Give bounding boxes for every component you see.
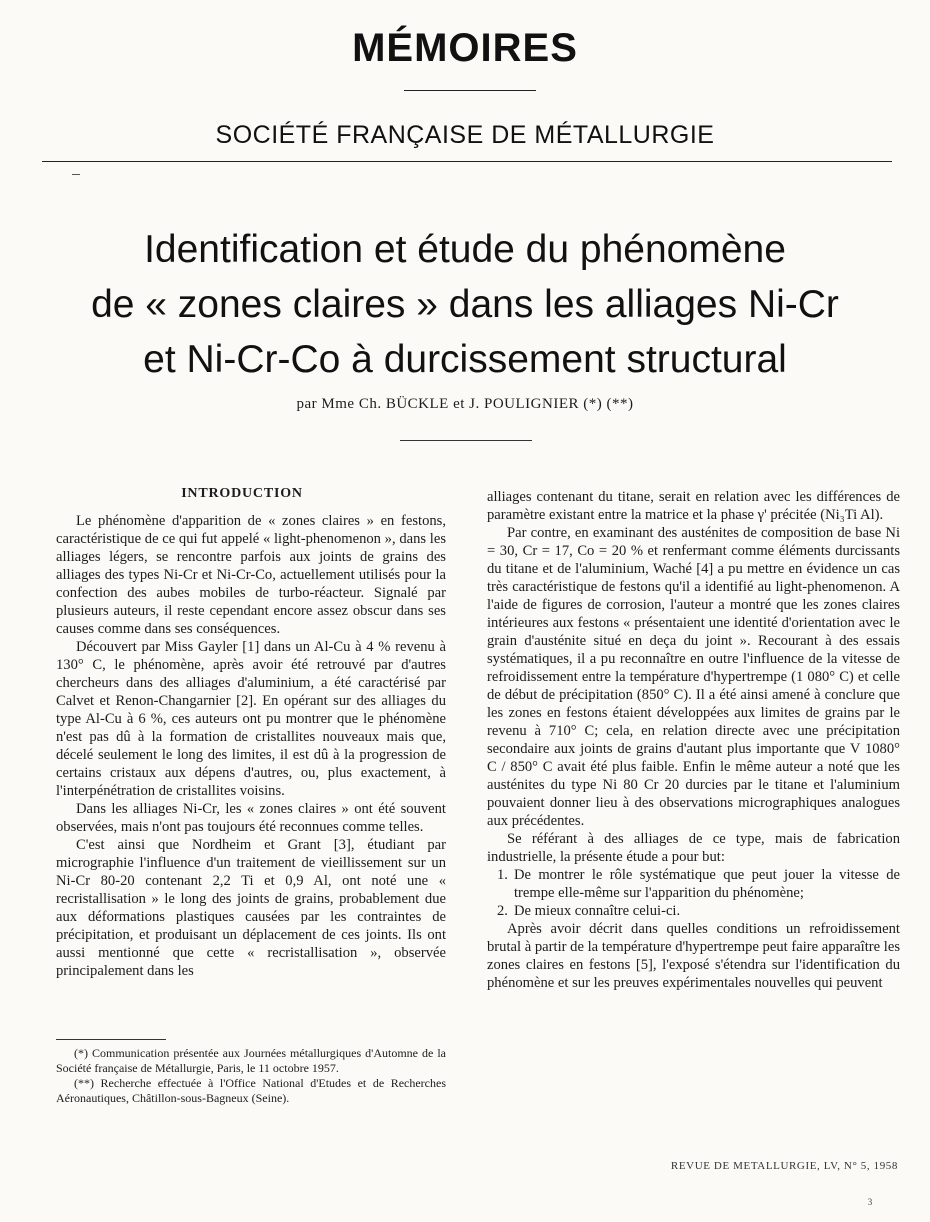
- paragraph: Découvert par Miss Gayler [1] dans un Al-Cu à 4 % revenu à 130° C, le phénomène, après avoir été retrouvé par d'autres chercheurs dans des alliages d'aluminium, a été caractérisé par Calvet et Renon-Changarnier [2]. En opérant sur des alliages du type Al-Cu à 6 %, ces auteurs ont pu montrer que le phénomène n'est pas dû à la formation de cristallites nouveaux mais que, décelé seulement le long des limites, il est dû à la progression de certains cristaux aux dépens d'autres, ou, plus exactement, à l'interpénétration de cristallites voisins.: [56, 639, 446, 799]
- article-title: [20, 222, 910, 387]
- paragraph: Se référant à des alliages de ce type, mais de fabrication industrielle, la présente étude a pour but:: [487, 831, 900, 865]
- paragraph: Après avoir décrit dans quelles conditions un refroidissement brutal à partir de la température d'hypertrempe peut faire apparaître les zones claires en festons [5], l'exposé s'étendra sur l'identification du phénomène et sur les preuves expérimentales nouvelles qui peuvent: [487, 921, 900, 991]
- footnote-divider: [56, 1039, 166, 1040]
- list-text: De mieux connaître celui-ci.: [514, 903, 681, 919]
- footnote: (**) Recherche effectuée à l'Office National d'Etudes et de Recherches Aéronautiques, Châtillon-sous-Bagneux (Seine).: [56, 1076, 446, 1105]
- title-line: Identification et étude du phénomène: [144, 228, 786, 271]
- divider: [404, 90, 536, 91]
- masthead: MÉMOIRES: [352, 26, 578, 70]
- list-text: De montrer le rôle systématique que peut jouer la vitesse de trempe elle-même sur l'apparition du phénomène;: [514, 867, 900, 901]
- list-number: 2.: [497, 903, 508, 919]
- list-item: [487, 866, 900, 902]
- divider: [72, 174, 80, 175]
- list-number: 1.: [497, 867, 508, 883]
- right-column: [487, 488, 900, 992]
- paragraph: Par contre, en examinant des austénites de composition de base Ni = 30, Cr = 17, Co = 20 % et renfermant comme éléments durcissants du titane et de l'aluminium, Waché [4] a pu mettre en évidence un cas très caractéristique de festons qu'il a identifié au light-phenomenon. A l'aide de figures de corrosion, l'auteur a montré que les zones claires intérieures aux festons « présentaient une identité d'orientation avec le grain d'austénite situé en deça du joint ». Recourant à des essais systématiques, il a pu reconnaître en outre l'influence de la vitesse de refroidissement entre la température d'hypertrempe (1 080° C) et celle de début de précipitation (850° C). Il a été ainsi amené à conclure que les zones en festons étaient développées aux limites de grains par le revenu à 710° C; cela, en relation directe avec une précipitation secondaire aux joints de grains d'autant plus importante que V 1080° C / 850° C avait été plus faible. Enfin le même auteur a noté que les austénites du type Ni 80 Cr 20 durcies par le titane et l'aluminium pouvaient donner lieu à des observations micrographiques analogues aux précédentes.: [487, 525, 900, 829]
- paragraph: alliages contenant du titane, serait en relation avec les différences de paramètre existant entre la matrice et la phase γ' précitée (Ni₃Ti Al).: [487, 489, 900, 523]
- journal-citation: REVUE DE METALLURGIE, LV, N° 5, 1958: [670, 1160, 898, 1172]
- footnotes: [56, 1046, 446, 1106]
- title-line: de « zones claires » dans les alliages Ni-Cr: [91, 283, 839, 326]
- left-column: [56, 512, 446, 980]
- authors-line: par Mme Ch. BÜCKLE et J. POULIGNIER (*) (**): [296, 396, 634, 412]
- title-line: et Ni-Cr-Co à durcissement structural: [143, 338, 787, 381]
- divider: [42, 161, 892, 162]
- paragraph: Le phénomène d'apparition de « zones claires » en festons, caractéristique de ce qui fut appelé « light-phenomenon », dans les alliages légers, se rencontre parfois aux joints de grains des alliages des types Ni-Cr et Ni-Cr-Co, actuellement utilisés pour la confection des aubes mobiles de turbo-réacteur. Signalé par plusieurs auteurs, il reste cependant encore assez obscur dans ses causes comme dans ses conséquences.: [56, 513, 446, 637]
- footnote: (*) Communication présentée aux Journées métallurgiques d'Automne de la Société française de Métallurgie, Paris, le 11 octobre 1957.: [56, 1046, 446, 1075]
- society-name: SOCIÉTÉ FRANÇAISE DE MÉTALLURGIE: [215, 121, 715, 149]
- section-heading: INTRODUCTION: [181, 486, 303, 501]
- page-number: 3: [867, 1197, 873, 1207]
- paragraph: C'est ainsi que Nordheim et Grant [3], étudiant par micrographie l'influence d'un traitement de vieillissement sur un Ni-Cr 80-20 contenant 2,2 Ti et 0,9 Al, ont noté une « recristallisation » le long des joints de grains, probablement due aux déformations plastiques causées par les contraintes de précipitation, et produisant un déplacement de ces joints. Ils ont aussi mentionné que cette « recristallisation », observée principalement dans les: [56, 837, 446, 979]
- divider: [400, 440, 532, 441]
- list-item: [487, 902, 900, 920]
- paragraph: Dans les alliages Ni-Cr, les « zones claires » ont été souvent observées, mais n'ont pas toujours été reconnues comme telles.: [56, 801, 446, 835]
